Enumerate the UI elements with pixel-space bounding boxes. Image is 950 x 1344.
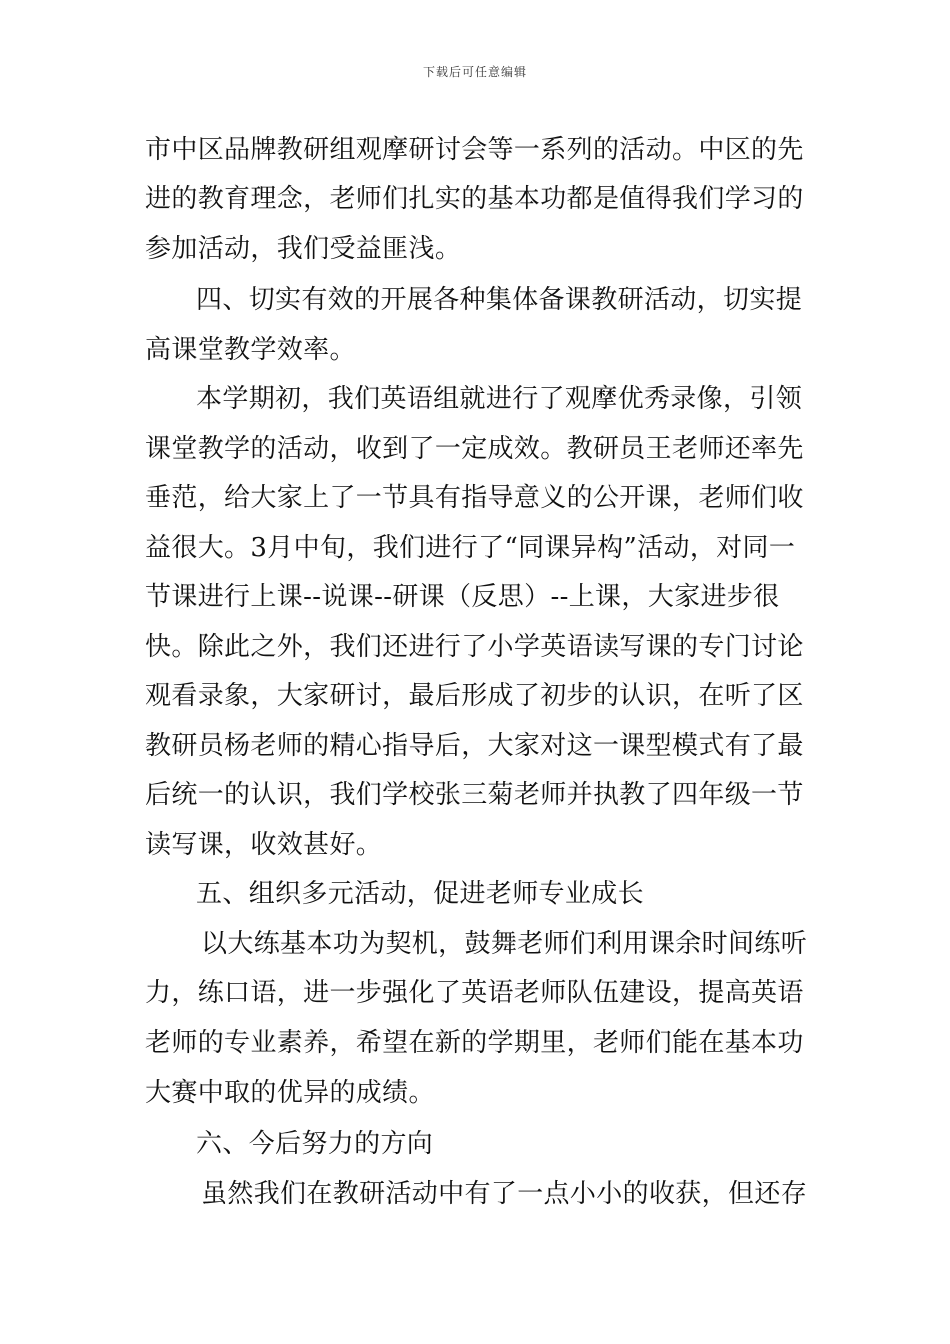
text-line: 后统一的认识，我们学校张三菊老师并执教了四年级一节: [145, 780, 804, 810]
section-heading: 四、切实有效的开展各种集体备课教研活动，切实提: [196, 285, 803, 315]
section-heading: 六、今后努力的方向: [196, 1129, 434, 1159]
text-line: 高课堂教学效率。: [145, 335, 356, 365]
text-line: 力，练口语，进一步强化了英语老师队伍建设，提高英语: [145, 978, 804, 1008]
text-line: 课堂教学的活动，收到了一定成效。教研员王老师还率先: [145, 434, 804, 464]
text-line: 观看录象，大家研讨，最后形成了初步的认识，在听了区: [145, 681, 804, 711]
paragraph-start: 虽然我们在教研活动中有了一点小小的收获，但还存: [201, 1179, 808, 1209]
text-line: 老师的专业素养，希望在新的学期里，老师们能在基本功: [145, 1028, 804, 1058]
text-line: 大赛中取的优异的成绩。: [145, 1078, 435, 1108]
paragraph-start: 本学期初，我们英语组就进行了观摩优秀录像，引领: [196, 384, 803, 414]
text-line: 参加活动，我们受益匪浅。: [145, 234, 462, 264]
text-line: 市中区品牌教研组观摩研讨会等一系列的活动。中区的先: [145, 135, 804, 165]
text-line: 垂范，给大家上了一节具有指导意义的公开课，老师们收: [145, 483, 804, 513]
text-line: 快。除此之外，我们还进行了小学英语读写课的专门讨论: [145, 632, 804, 662]
text-line: 进的教育理念，老师们扎实的基本功都是值得我们学习的: [145, 184, 804, 214]
section-heading: 五、组织多元活动，促进老师专业成长: [196, 879, 644, 909]
text-line: 读写课，收效甚好。: [145, 830, 383, 860]
text-line: 节课进行上课--说课--研课（反思）--上课，大家进步很: [145, 582, 780, 612]
paragraph-start: 以大练基本功为契机，鼓舞老师们利用课余时间练听: [201, 929, 808, 959]
text-line: 教研员杨老师的精心指导后，大家对这一课型模式有了最: [145, 731, 804, 761]
text-line: 益很大。3月中旬，我们进行了“同课异构”活动，对同一: [145, 533, 796, 563]
page-header: 下载后可任意编辑: [422, 65, 527, 79]
